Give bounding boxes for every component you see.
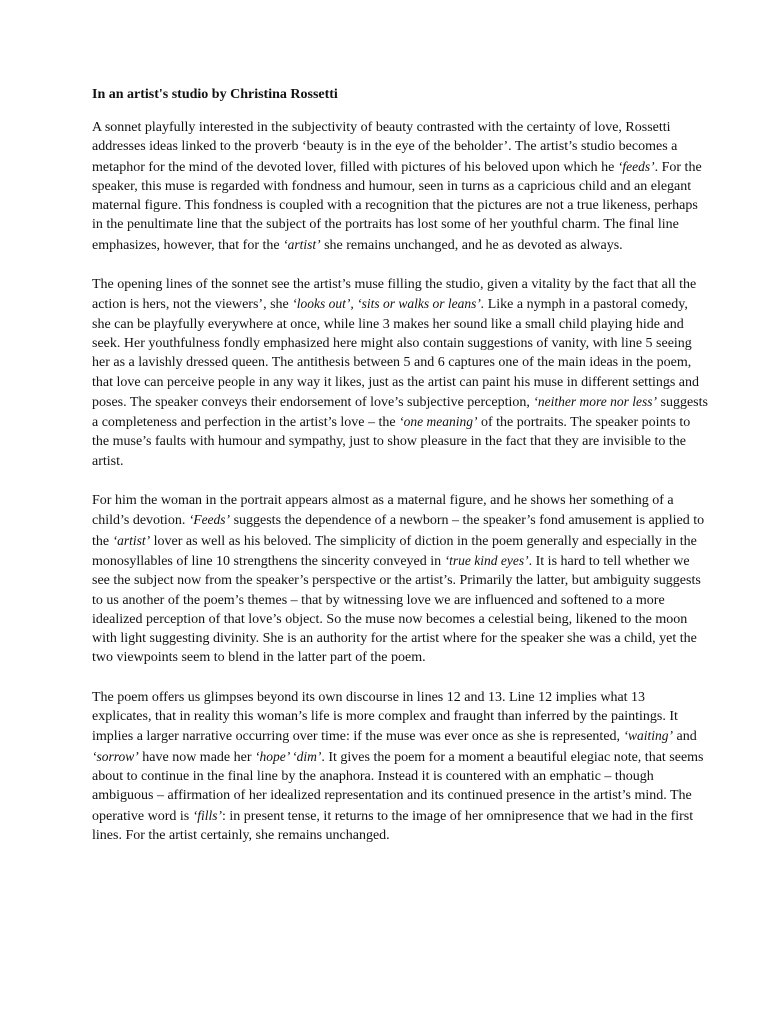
text-run: . It gives the poem for a moment a beautiful elegiac note, that seems about to continue in the final line by the anaphora. Instead it is countered with an emphatic – though ambiguous – affirmation of her idealized representation and its continued presence in the artist’s mind. The operative word is (92, 749, 704, 824)
quoted-phrase: ‘neither more nor less’ (533, 393, 657, 409)
text-run: The poem offers us glimpses beyond its own discourse in lines 12 and 13. Line 12 implies what 13 explicates, that in reality this woman’s life is more complex and fraught than inferred by the paintings. It implies a larger narrative occurring over time: if the muse was ever once as she is represented, (92, 689, 678, 745)
text-run: suggests the dependence of a newborn – the speaker’s fond amusement is applied to the (92, 513, 705, 549)
text-run: : in present tense, it returns to the image of her omnipresence that we had in the first lines. For the artist certainly, she remains unchanged. (92, 808, 694, 843)
text-run: A sonnet playfully interested in the subjectivity of beauty contrasted with the certainty of love, Rossetti addresses ideas linked to the proverb ‘beauty is in the eye of the beholder’. The artist’s studio becomes a metaphor for the mind of the devoted lover, filled with pictures of his beloved upon which he (92, 120, 678, 175)
text-run: . It is hard to tell whether we see the subject now from the speaker’s perspective or the artist’s. Primarily the latter, but ambiguity suggests to us another of the poem’s themes – that by witnessing love we are influenced and softened to a more idealized perception of that love’s object. So the muse now becomes a celestial being, likened to the moon with light suggesting divinity. She is an authority for the artist where for the speaker she was a child, yet the two viewpoints seem to blend in the latter part of the poem. (92, 553, 701, 666)
text-run: have now made her (138, 749, 255, 765)
text-run: For him the woman in the portrait appears almost as a maternal figure, and he shows her something of a child’s devotion. (92, 493, 674, 529)
quoted-phrase: ‘Feeds’ (188, 512, 231, 528)
text-run: lover as well as his beloved. The simplicity of diction in the poem generally and especially in the monosyllables of line 10 strengthens the sincerity conveyed in (92, 533, 697, 569)
quoted-phrase: ‘one meaning’ (399, 414, 478, 430)
paragraph-4 (92, 688, 708, 845)
quoted-phrase: ‘artist’ (112, 532, 151, 548)
text-run: Like a nymph in a pastoral comedy, she can be playfully everywhere at once, while line 3 makes her sound like a small child playing hide and seek. Her youthfulness fondly emphasized here might also contain suggestions of vanity, with line 5 seeing her as a lavishly dressed queen. The antithesis between 5 and 6 captures one of the main ideas in the poem, that love can perceive people in any way it likes, just as the artist can paint his muse in different settings and poses. The speaker conveys their endorsement of love’s subjective perception, (92, 297, 700, 410)
quoted-phrase: ‘feeds’ (617, 158, 655, 174)
document-body (92, 118, 708, 845)
paragraph-3 (92, 491, 708, 668)
text-run: The opening lines of the sonnet see the artist’s muse filling the studio, given a vitality by the fact that all the action is hers, not the viewers’, she (92, 277, 697, 313)
quoted-phrase: ‘artist’ (283, 236, 321, 252)
quoted-phrase: ‘hope’ ‘dim’ (255, 748, 322, 764)
paragraph-1 (92, 118, 708, 255)
quoted-phrase: ‘waiting’ (623, 728, 674, 744)
quoted-phrase: ‘sorrow’ (92, 748, 139, 764)
document-title: In an artist's studio by Christina Rossetti (92, 87, 338, 102)
quoted-phrase: ‘true kind eyes’ (444, 552, 529, 568)
quoted-phrase: ‘fills’ (192, 807, 222, 823)
text-run: suggests a completeness and perfection in the artist’s love – the (92, 394, 708, 431)
quoted-phrase: ‘looks out’, ‘sits or walks or leans’. (292, 296, 485, 312)
paragraph-2 (92, 275, 708, 471)
text-run: . For the speaker, this muse is regarded with fondness and humour, seen in turns as a capricious child and an elegant maternal figure. This fondness is coupled with a recognition that the pictures are not a true likeness, perhaps in the penultimate line that the subject of the portraits has lost some of her youthful charm. The final line emphasizes, however, that for the (92, 159, 702, 253)
text-run: and (673, 729, 697, 745)
text-run: she remains unchanged, and he as devoted as always. (320, 237, 623, 253)
text-run: of the portraits. The speaker points to the muse’s faults with humour and sympathy, just to show pleasure in the fact that they are invisible to the artist. (92, 415, 691, 469)
